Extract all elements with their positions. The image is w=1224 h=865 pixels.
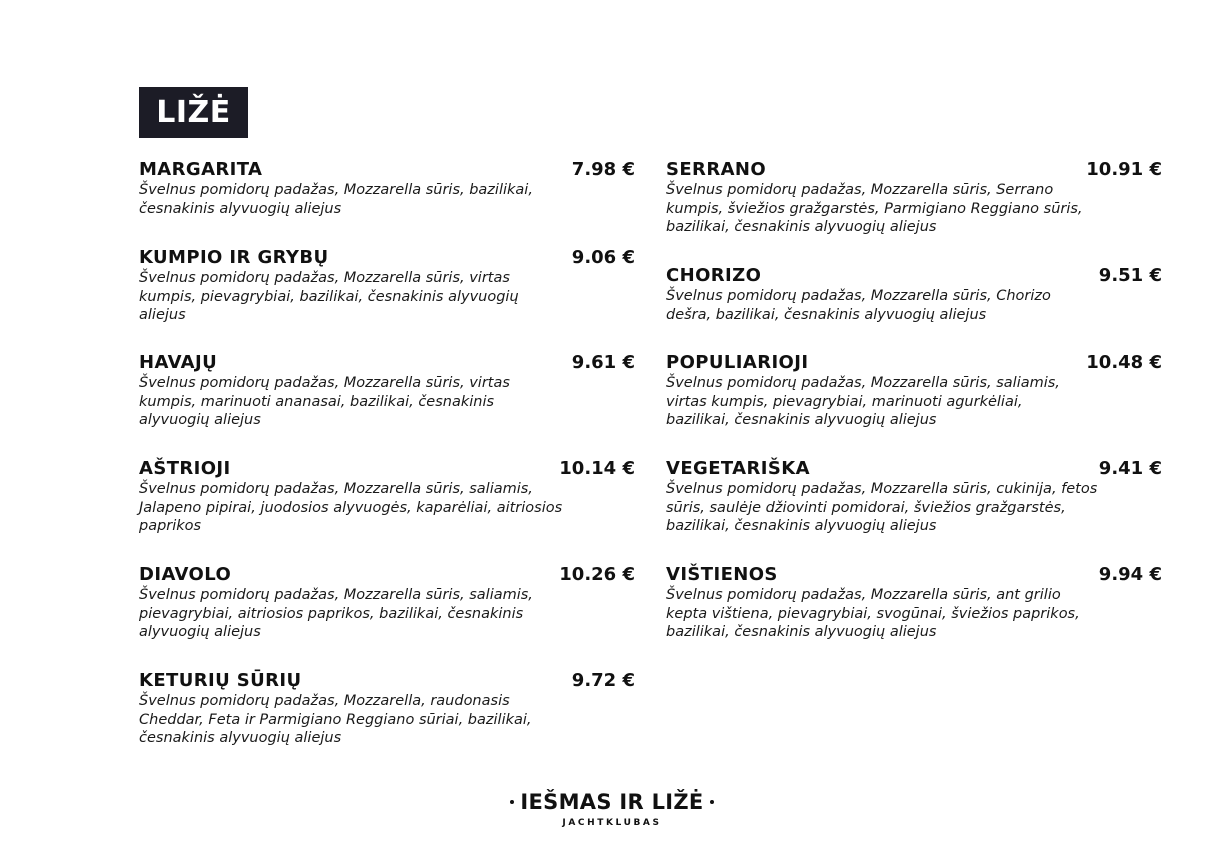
menu-item-price: 10.26 € — [559, 564, 635, 585]
logo-dot-icon — [710, 800, 714, 804]
menu-item-price: 9.72 € — [571, 670, 635, 691]
menu-item-description: Švelnus pomidorų padažas, Mozzarella sūris, saliamis, pievagrybiai, aitriosios paprikos, bazilikai, česnakinis alyvuogių aliejus — [139, 587, 533, 640]
menu-item-price: 9.51 € — [1098, 265, 1162, 286]
menu-item-description: Švelnus pomidorų padažas, Mozzarella sūris, Chorizo dešra, bazilikai, česnakinis alyvuogių aliejus — [666, 288, 1051, 323]
logo-subtitle: JACHTKLUBAS — [562, 818, 662, 828]
menu-item-price: 10.48 € — [1086, 352, 1162, 373]
menu-item-description: Švelnus pomidorų padažas, Mozzarella sūris, cukinija, fetos sūris, saulėje džiovinti pomidorai, šviežios gražgarstės, bazilikai, česnakinis alyvuogių aliejus — [666, 481, 1098, 534]
menu-item-price: 9.41 € — [1098, 458, 1162, 479]
menu-item-vistienos — [666, 564, 1162, 642]
menu-item-name: POPULIARIOJI — [666, 352, 809, 373]
menu-item-name: KETURIŲ SŪRIŲ — [139, 670, 302, 691]
menu-item-name: DIAVOLO — [139, 564, 232, 585]
menu-item-description: Švelnus pomidorų padažas, Mozzarella sūris, virtas kumpis, marinuoti ananasai, bazilikai, česnakinis alyvuogių aliejus — [139, 375, 510, 428]
menu-item-description: Švelnus pomidorų padažas, Mozzarella sūris, saliamis, Jalapeno pipirai, juodosios alyvuogės, kaparėliai, aitriosios paprikos — [139, 481, 563, 534]
menu-item-description: Švelnus pomidorų padažas, Mozzarella, raudonasis Cheddar, Feta ir Parmigiano Reggiano sūriai, bazilikai, česnakinis alyvuogių aliejus — [139, 693, 532, 746]
menu-item-serrano — [666, 159, 1162, 237]
menu-item-name: KUMPIO IR GRYBŲ — [139, 247, 329, 268]
menu-item-margarita — [139, 159, 635, 218]
menu-item-name: AŠTRIOJI — [139, 458, 231, 479]
menu-item-price: 10.14 € — [559, 458, 635, 479]
menu-item-name: CHORIZO — [666, 265, 762, 286]
brand-logo — [508, 790, 716, 830]
logo-text: IEŠMAS IR LIŽĖ — [520, 790, 704, 814]
menu-item-name: SERRANO — [666, 159, 767, 180]
menu-item-vegetariska — [666, 458, 1162, 536]
menu-item-description: Švelnus pomidorų padažas, Mozzarella sūris, virtas kumpis, pievagrybiai, bazilikai, česnakinis alyvuogių aliejus — [139, 270, 519, 323]
menu-item-populiarioji — [666, 352, 1162, 430]
menu-item-astrioji — [139, 458, 635, 536]
menu-item-havaju — [139, 352, 635, 430]
menu-item-description: Švelnus pomidorų padažas, Mozzarella sūris, ant grilio kepta vištiena, pievagrybiai, svogūnai, šviežios paprikos, bazilikai, česnakinis alyvuogių aliejus — [666, 587, 1080, 640]
menu-item-chorizo — [666, 265, 1162, 324]
menu-item-name: HAVAJŲ — [139, 352, 218, 373]
menu-item-price: 9.06 € — [571, 247, 635, 268]
menu-item-name: VIŠTIENOS — [666, 564, 778, 585]
menu-item-kumpio-ir-grybu — [139, 247, 635, 325]
menu-item-price: 10.91 € — [1086, 159, 1162, 180]
menu-item-price: 7.98 € — [571, 159, 635, 180]
menu-item-keturiu-suriu — [139, 670, 635, 748]
menu-item-description: Švelnus pomidorų padažas, Mozzarella sūris, saliamis, virtas kumpis, pievagrybiai, marinuoti agurkėliai, bazilikai, česnakinis alyvuogių aliejus — [666, 375, 1060, 428]
menu-item-diavolo — [139, 564, 635, 642]
logo-dot-icon — [510, 800, 514, 804]
menu-item-price: 9.94 € — [1098, 564, 1162, 585]
menu-item-price: 9.61 € — [571, 352, 635, 373]
menu-item-description: Švelnus pomidorų padažas, Mozzarella sūris, Serrano kumpis, šviežios gražgarstės, Parmigiano Reggiano sūris, bazilikai, česnakinis alyvuogių aliejus — [666, 182, 1083, 235]
section-title: LIŽĖ — [139, 87, 248, 138]
menu-item-name: VEGETARIŠKA — [666, 458, 810, 479]
menu-item-description: Švelnus pomidorų padažas, Mozzarella sūris, bazilikai, česnakinis alyvuogių aliejus — [139, 182, 533, 217]
menu-item-name: MARGARITA — [139, 159, 263, 180]
